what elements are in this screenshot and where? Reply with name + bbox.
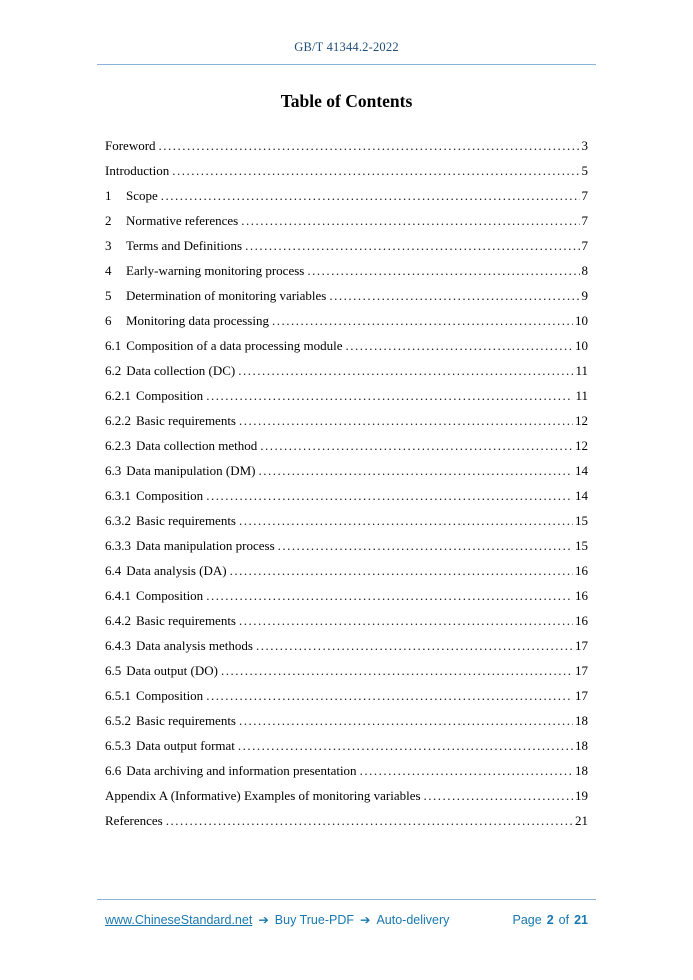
toc-entry-title: Data output format — [136, 738, 235, 753]
toc-leader-dots — [239, 708, 573, 733]
toc-entry-page: 15 — [575, 513, 588, 528]
toc-entry[interactable] — [105, 683, 588, 708]
toc-leader-dots — [221, 658, 573, 683]
toc-entry-title: Basic requirements — [136, 613, 236, 628]
toc-entry[interactable] — [105, 733, 588, 758]
toc-entry[interactable] — [105, 533, 588, 558]
toc-leader-dots — [161, 183, 580, 208]
auto-delivery-label: Auto-delivery — [376, 913, 450, 927]
toc-entry-page: 21 — [575, 813, 588, 828]
toc-entry-title: Appendix A (Informative) Examples of monitoring variables — [105, 788, 421, 803]
toc-leader-dots — [238, 733, 573, 758]
toc-entry[interactable] — [105, 508, 588, 533]
toc-leader-dots — [360, 758, 573, 783]
toc-entry[interactable] — [105, 258, 588, 283]
toc-entry-page: 10 — [575, 338, 588, 353]
toc-entry-title: References — [105, 813, 163, 828]
toc-entry-number: 6.4.3 — [105, 638, 131, 653]
toc-entry[interactable] — [105, 633, 588, 658]
toc-entry-page: 17 — [575, 663, 588, 678]
toc-entry[interactable] — [105, 183, 588, 208]
arrow-icon: ➔ — [258, 913, 269, 927]
toc-entry[interactable] — [105, 783, 588, 808]
toc-entry[interactable] — [105, 808, 588, 833]
toc-entry-title: Data output (DO) — [126, 663, 218, 678]
toc-entry-page: 16 — [575, 563, 588, 578]
toc-entry-number: 6.5.1 — [105, 688, 131, 703]
toc-entry-title: Foreword — [105, 138, 156, 153]
toc-leader-dots — [307, 258, 579, 283]
toc-entry[interactable] — [105, 608, 588, 633]
footer-left — [105, 912, 449, 927]
toc-entry[interactable] — [105, 583, 588, 608]
toc-entry-number: 6.2.3 — [105, 438, 131, 453]
toc-entry-page: 8 — [581, 263, 588, 278]
toc-entry-title: Data manipulation (DM) — [126, 463, 256, 478]
toc-entry-number: 4 — [105, 263, 112, 278]
toc-entry-page: 17 — [575, 638, 588, 653]
toc-leader-dots — [329, 283, 579, 308]
toc-entry-number: 2 — [105, 213, 112, 228]
toc-entry-title: Data collection (DC) — [126, 363, 236, 378]
toc-leader-dots — [206, 683, 573, 708]
toc-entry-number: 6.6 — [105, 763, 122, 778]
toc-leader-dots — [159, 133, 580, 158]
toc-entry-number: 6.2.2 — [105, 413, 131, 428]
toc-entry-page: 16 — [575, 613, 588, 628]
toc-entry[interactable] — [105, 433, 588, 458]
toc-entry[interactable] — [105, 658, 588, 683]
toc-entry[interactable] — [105, 408, 588, 433]
toc-entry-title: Basic requirements — [136, 713, 236, 728]
header-rule — [97, 64, 596, 65]
toc-leader-dots — [206, 383, 573, 408]
current-page-number: 2 — [546, 913, 554, 927]
toc-entry-number: 6.3.2 — [105, 513, 131, 528]
toc-entry-title: Data manipulation process — [136, 538, 275, 553]
page-footer — [97, 899, 596, 927]
toc-entry[interactable] — [105, 383, 588, 408]
toc-leader-dots — [239, 408, 573, 433]
toc-leader-dots — [206, 583, 573, 608]
toc-entry-title: Data analysis (DA) — [126, 563, 227, 578]
toc-entry-number: 6.3.3 — [105, 538, 131, 553]
toc-entry-page: 7 — [581, 213, 588, 228]
toc-leader-dots — [239, 608, 573, 633]
toc-entry-page: 14 — [575, 463, 588, 478]
toc-leader-dots — [424, 783, 573, 808]
toc-list — [105, 133, 588, 833]
toc-entry-title: Composition — [136, 688, 204, 703]
toc-entry-number: 6.4.1 — [105, 588, 131, 603]
toc-entry-title: Data collection method — [136, 438, 258, 453]
toc-entry[interactable] — [105, 708, 588, 733]
toc-entry-title: Basic requirements — [136, 413, 236, 428]
toc-leader-dots — [256, 633, 573, 658]
toc-entry-page: 17 — [575, 688, 588, 703]
toc-entry-page: 19 — [575, 788, 588, 803]
toc-entry-page: 12 — [575, 413, 588, 428]
toc-entry[interactable] — [105, 283, 588, 308]
toc-entry[interactable] — [105, 458, 588, 483]
page-title: Table of Contents — [280, 91, 413, 111]
toc-entry-title: Monitoring data processing — [126, 313, 269, 328]
toc-entry-number: 6.4 — [105, 563, 122, 578]
toc-entry-number: 6.2 — [105, 363, 122, 378]
toc-entry[interactable] — [105, 233, 588, 258]
toc-leader-dots — [239, 508, 573, 533]
page-label: Page — [512, 913, 542, 927]
toc-entry-number: 5 — [105, 288, 112, 303]
toc-entry-title: Terms and Definitions — [126, 238, 243, 253]
toc-entry-title: Data archiving and information presentation — [126, 763, 357, 778]
of-label: of — [558, 913, 570, 927]
toc-entry-page: 15 — [575, 538, 588, 553]
doc-number: GB/T 41344.2-2022 — [294, 40, 399, 54]
toc-entry-number: 6.3.1 — [105, 488, 131, 503]
toc-entry-page: 16 — [575, 588, 588, 603]
website-link[interactable]: www.ChineseStandard.net — [105, 913, 253, 927]
toc-entry-number: 6.1 — [105, 338, 122, 353]
toc-entry-page: 18 — [575, 713, 588, 728]
toc-entry-page: 10 — [575, 313, 588, 328]
toc-entry-page: 18 — [575, 763, 588, 778]
toc-entry-page: 12 — [575, 438, 588, 453]
buy-pdf-label: Buy True-PDF — [274, 913, 354, 927]
toc-leader-dots — [172, 158, 579, 183]
toc-entry-page: 5 — [581, 163, 588, 178]
toc-entry-number: 6.2.1 — [105, 388, 131, 403]
toc-leader-dots — [259, 458, 574, 483]
toc-entry-title: Composition — [136, 488, 204, 503]
toc-leader-dots — [238, 358, 573, 383]
toc-entry[interactable] — [105, 758, 588, 783]
toc-leader-dots — [346, 333, 573, 358]
toc-entry-page: 7 — [581, 238, 588, 253]
toc-entry-page: 14 — [575, 488, 588, 503]
toc-entry[interactable] — [105, 358, 588, 383]
toc-entry-title: Composition — [136, 588, 204, 603]
toc-entry-number: 1 — [105, 188, 112, 203]
toc-entry-title: Scope — [126, 188, 158, 203]
arrow-icon: ➔ — [359, 913, 371, 927]
toc-entry-page: 3 — [581, 138, 588, 153]
page-indicator — [513, 913, 589, 927]
toc-entry-page: 11 — [575, 388, 588, 403]
toc-entry-number: 6.5 — [105, 663, 122, 678]
toc-entry-title: Basic requirements — [136, 513, 236, 528]
toc-entry-title: Normative references — [126, 213, 239, 228]
toc-entry-number: 6.3 — [105, 463, 122, 478]
toc-entry[interactable] — [105, 483, 588, 508]
toc-entry[interactable] — [105, 308, 588, 333]
toc-entry-title: Determination of monitoring variables — [126, 288, 327, 303]
toc-entry[interactable] — [105, 133, 588, 158]
toc-leader-dots — [260, 433, 573, 458]
toc-entry[interactable] — [105, 558, 588, 583]
toc-leader-dots — [245, 233, 579, 258]
toc-entry[interactable] — [105, 158, 588, 183]
toc-entry-title: Introduction — [105, 163, 170, 178]
toc-entry-number: 6.5.2 — [105, 713, 131, 728]
toc-entry-page: 11 — [575, 363, 588, 378]
toc-leader-dots — [166, 808, 573, 833]
document-header — [0, 0, 693, 65]
toc-entry-page: 18 — [575, 738, 588, 753]
toc-entry-page: 7 — [581, 188, 588, 203]
toc-entry-number: 6.5.3 — [105, 738, 131, 753]
toc-leader-dots — [241, 208, 579, 233]
toc-entry-title: Composition — [136, 388, 204, 403]
toc-entry-title: Data analysis methods — [136, 638, 253, 653]
toc-leader-dots — [272, 308, 573, 333]
toc-leader-dots — [278, 533, 573, 558]
toc-entry[interactable] — [105, 208, 588, 233]
toc-entry-title: Early-warning monitoring process — [126, 263, 305, 278]
toc-entry-number: 6.4.2 — [105, 613, 131, 628]
toc-entry-number: 6 — [105, 313, 112, 328]
toc-entry-number: 3 — [105, 238, 112, 253]
toc-leader-dots — [230, 558, 573, 583]
total-pages-number: 21 — [574, 913, 588, 927]
toc-entry-title: Composition of a data processing module — [126, 338, 343, 353]
toc-leader-dots — [206, 483, 573, 508]
toc-entry-page: 9 — [581, 288, 588, 303]
toc-entry[interactable] — [105, 333, 588, 358]
